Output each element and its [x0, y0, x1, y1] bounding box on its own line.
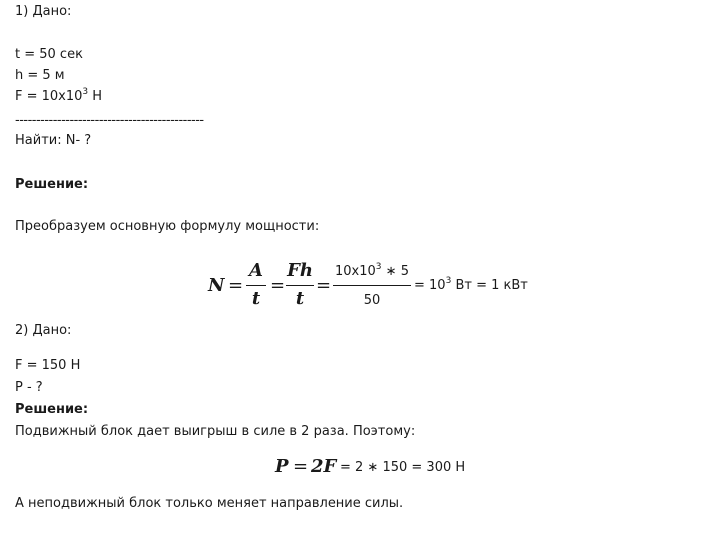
fraction-num-A: A [249, 260, 263, 281]
num-rest: ∗ 5 [381, 264, 409, 279]
pulley-text: Подвижный блок дает выигрыш в силе в 2 раза. Поэтому: [15, 424, 416, 439]
formula-N: N [208, 275, 225, 296]
result-exponent: 3 [445, 275, 452, 286]
fraction-A-over-t [246, 258, 266, 313]
fraction-den-t: t [251, 288, 261, 309]
power-formula [208, 258, 568, 313]
part2-heading: 2) Дано: [15, 323, 72, 338]
conclusion-text: А неподвижный блок только меняет направление силы. [15, 496, 404, 511]
fraction-bar [246, 285, 266, 286]
solution-label-2: Решение: [15, 402, 89, 417]
formula-2-rest: = 2 ∗ 150 = 300 Н [340, 460, 466, 475]
formula-intro: Преобразуем основную формулу мощности: [15, 219, 320, 234]
force-base: F = 10x10 [15, 89, 83, 104]
fraction-num-Fh: Fh [287, 260, 313, 281]
fraction-numeric [333, 258, 411, 313]
formula-eq-1: = [228, 275, 244, 296]
find-P: P - ? [15, 380, 43, 395]
formula-P: P [275, 456, 289, 477]
fraction-bar [286, 285, 314, 286]
fraction-den-50: 50 [363, 293, 381, 308]
pulley-formula [275, 456, 505, 482]
fraction-den-t: t [295, 288, 305, 309]
fraction-num-numeric [333, 261, 411, 279]
part1-heading: 1) Дано: [15, 4, 72, 19]
given-time: t = 50 сек [15, 47, 83, 62]
num-base: 10x10 [335, 264, 376, 279]
fraction-Fh-over-t [286, 258, 314, 313]
separator-line: --------------------------------------------- [15, 113, 204, 128]
given-force [15, 86, 103, 105]
result-base: = 10 [414, 278, 446, 293]
fraction-bar [333, 285, 411, 286]
formula-eq-p: = [293, 456, 309, 477]
given-height: h = 5 м [15, 68, 65, 83]
formula-result [414, 275, 528, 293]
given-force-2: F = 150 Н [15, 358, 81, 373]
formula-eq-2: = [270, 275, 286, 296]
formula-2F: 2F [311, 456, 337, 477]
formula-eq-3: = [316, 275, 332, 296]
result-rest: Вт = 1 кВт [451, 278, 528, 293]
force-exponent: 3 [82, 86, 89, 97]
num-exponent: 3 [375, 261, 382, 272]
find-power: Найти: N- ? [15, 133, 92, 148]
force-unit: Н [88, 89, 103, 104]
solution-label-1: Решение: [15, 177, 89, 192]
